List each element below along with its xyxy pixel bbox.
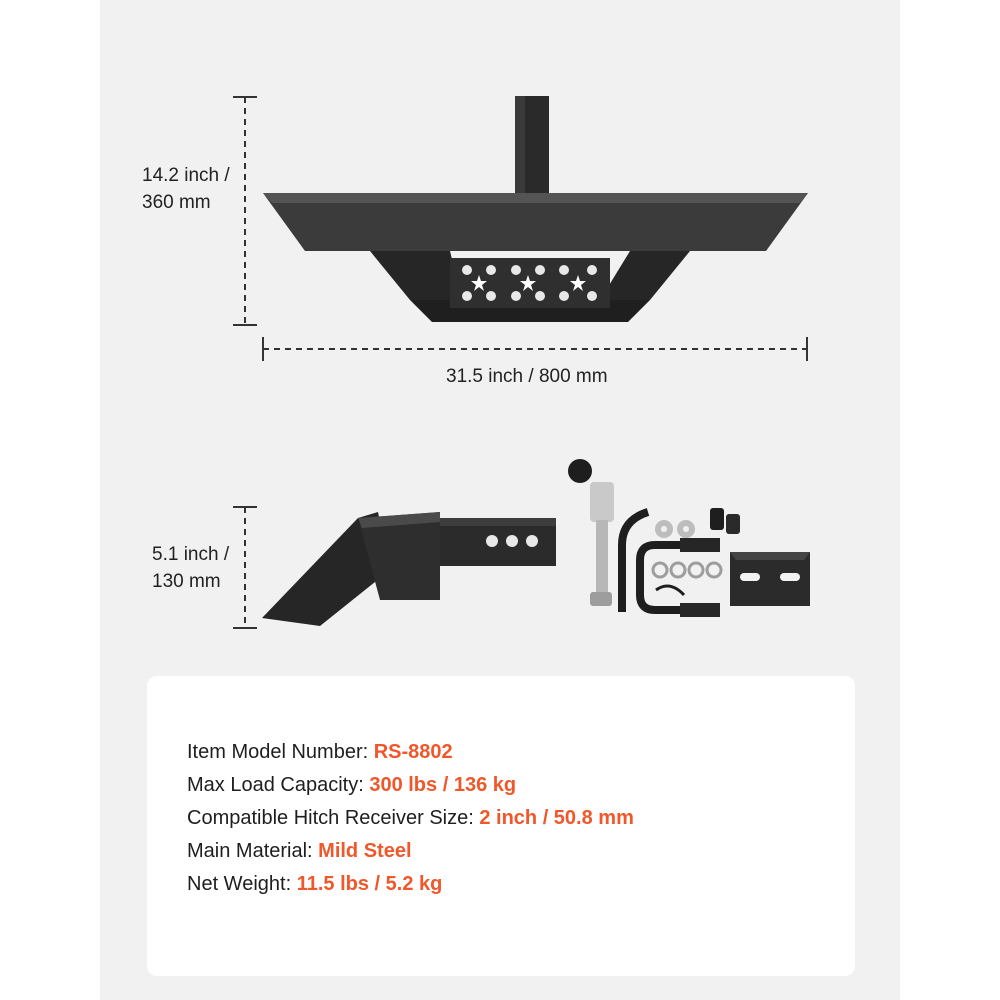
- side-height-dimension-mm: 130 mm: [152, 571, 221, 592]
- spec-model-number: [187, 736, 634, 769]
- specifications-list: [187, 736, 634, 901]
- spec-label: Net Weight:: [187, 873, 297, 895]
- spec-receiver-size: [187, 802, 634, 835]
- width-dimension-label: 31.5 inch / 800 mm: [446, 366, 608, 387]
- spec-value: RS-8802: [373, 741, 453, 763]
- spec-material: [187, 835, 634, 868]
- spec-value: 2 inch / 50.8 mm: [479, 807, 634, 829]
- spec-value: 11.5 lbs / 5.2 kg: [296, 873, 443, 895]
- side-height-dimension-inch: 5.1 inch /: [152, 544, 230, 565]
- spec-label: Item Model Number:: [187, 741, 374, 763]
- hitch-step-side-view: [262, 512, 556, 626]
- spec-label: Main Material:: [187, 840, 319, 862]
- height-dimension-mm: 360 mm: [142, 192, 211, 213]
- spec-label: Max Load Capacity:: [187, 774, 370, 796]
- width-dimension-line: [263, 337, 807, 361]
- height-dimension-line-top: [233, 97, 257, 325]
- specifications-card: [147, 676, 855, 976]
- spec-max-load: [187, 769, 634, 802]
- hitch-step-top-view: [263, 96, 808, 322]
- spec-value: Mild Steel: [318, 840, 412, 862]
- height-dimension-label-top: [142, 162, 230, 216]
- height-dimension-label-side: [152, 541, 229, 595]
- height-dimension-inch: 14.2 inch /: [142, 165, 230, 186]
- spec-value: 300 lbs / 136 kg: [369, 774, 517, 796]
- height-dimension-line-side: [233, 507, 257, 628]
- hardware-kit: [568, 459, 810, 617]
- spec-net-weight: [187, 868, 634, 901]
- spec-label: Compatible Hitch Receiver Size:: [187, 807, 480, 829]
